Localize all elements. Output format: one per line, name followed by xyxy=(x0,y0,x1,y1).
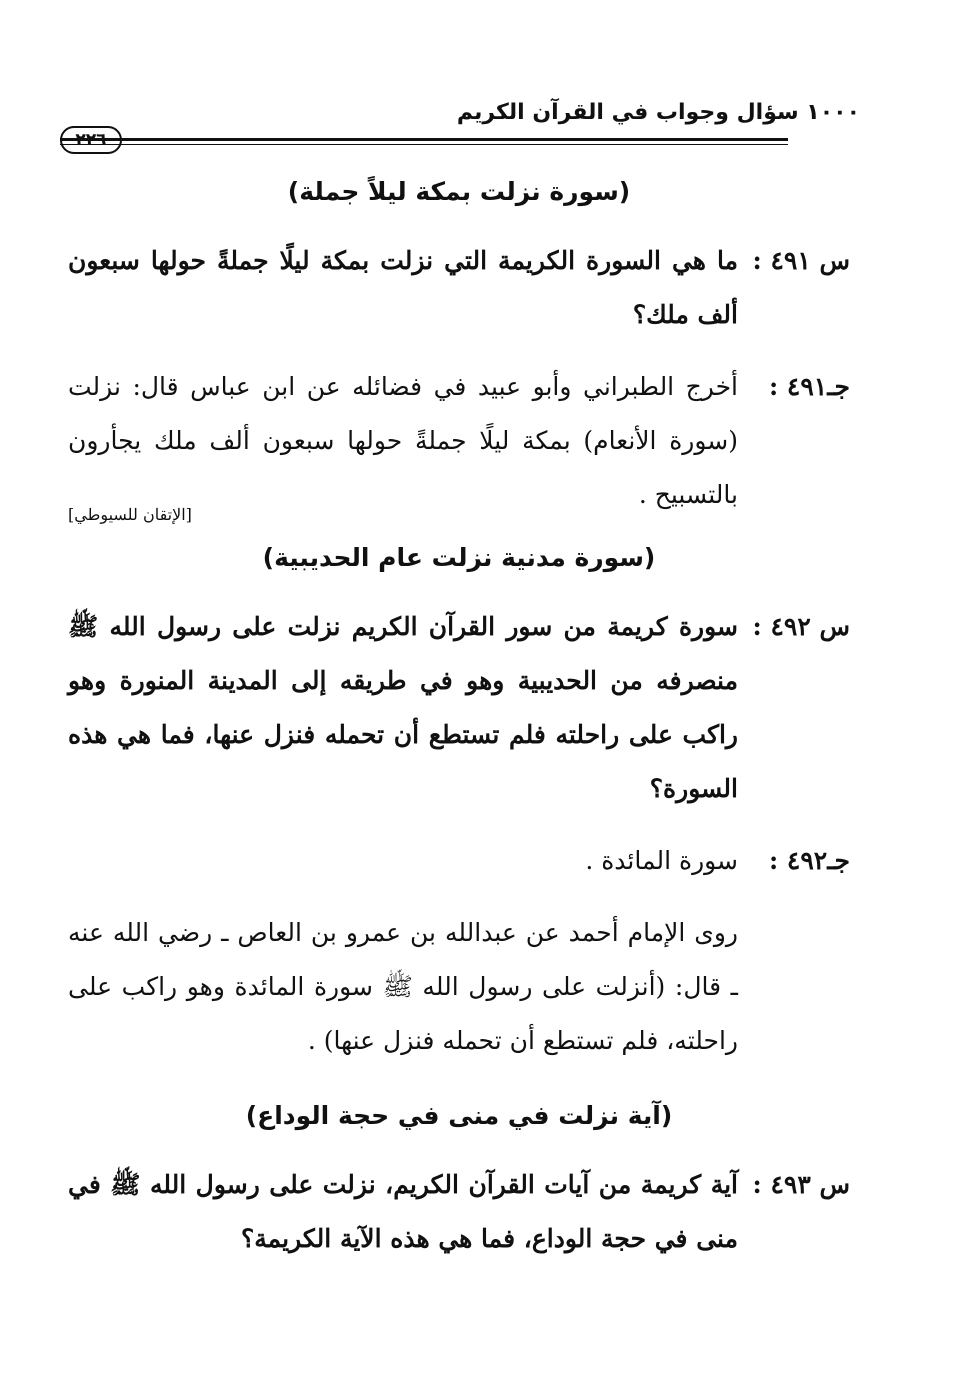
running-header xyxy=(60,96,860,156)
header-rule xyxy=(60,138,788,141)
section-title: (آية نزلت في منى في حجة الوداع) xyxy=(245,1101,673,1130)
question-label: س ٤٩١ : xyxy=(752,246,850,275)
book-title: ١٠٠٠ سؤال وجواب في القرآن الكريم xyxy=(456,100,860,125)
question-text: آية كريمة من آيات القرآن الكريم، نزلت على رسول الله ﷺ في منى في حجة الوداع، فما هي هذه الآية الكريمة؟ xyxy=(68,1170,738,1253)
answer-text: سورة المائدة . xyxy=(585,846,738,875)
question-entry xyxy=(68,1158,850,1266)
answer-entry xyxy=(68,360,850,522)
question-text: ما هي السورة الكريمة التي نزلت بمكة ليلًا جملةً حولها سبعون ألف ملك؟ xyxy=(68,246,738,329)
question-label: س ٤٩٣ : xyxy=(752,1170,850,1199)
answer-label: جـ٤٩٢ : xyxy=(768,846,850,875)
answer-entry xyxy=(68,834,850,888)
citation: [الإتقان للسيوطي] xyxy=(68,505,192,524)
page-number: ٢٢٦ xyxy=(60,126,122,154)
header-rule-thin xyxy=(60,144,788,145)
answer-text: أخرج الطبراني وأبو عبيد في فضائله عن ابن عباس قال: نزلت (سورة الأنعام) بمكة ليلًا جملةً حولها سبعون ألف ملك يجأرون بالتسبيح . xyxy=(68,372,738,509)
answer-label: جـ٤٩١ : xyxy=(768,372,850,401)
narration-paragraph: روى الإمام أحمد عن عبدالله بن عمرو بن العاص ـ رضي الله عنه ـ قال: (أنزلت على رسول الله ﷺ سورة المائدة وهو راكب على راحلته، فلم تستطع أن تحمله فنزل عنها) . xyxy=(68,918,738,1055)
question-label: س ٤٩٢ : xyxy=(752,612,850,641)
section-title: (سورة نزلت بمكة ليلاً جملة) xyxy=(287,177,631,206)
question-entry xyxy=(68,600,850,816)
section-title: (سورة مدنية نزلت عام الحديبية) xyxy=(262,543,656,572)
page-content xyxy=(68,160,850,1284)
question-entry xyxy=(68,234,850,342)
question-text: سورة كريمة من سور القرآن الكريم نزلت على رسول الله ﷺ منصرفه من الحديبية وهو في طريقه إلى المدينة المنورة وهو راكب على راحلته فلم تستطع أن تحمله فنزل عنها، فما هي هذه السورة؟ xyxy=(68,612,738,803)
